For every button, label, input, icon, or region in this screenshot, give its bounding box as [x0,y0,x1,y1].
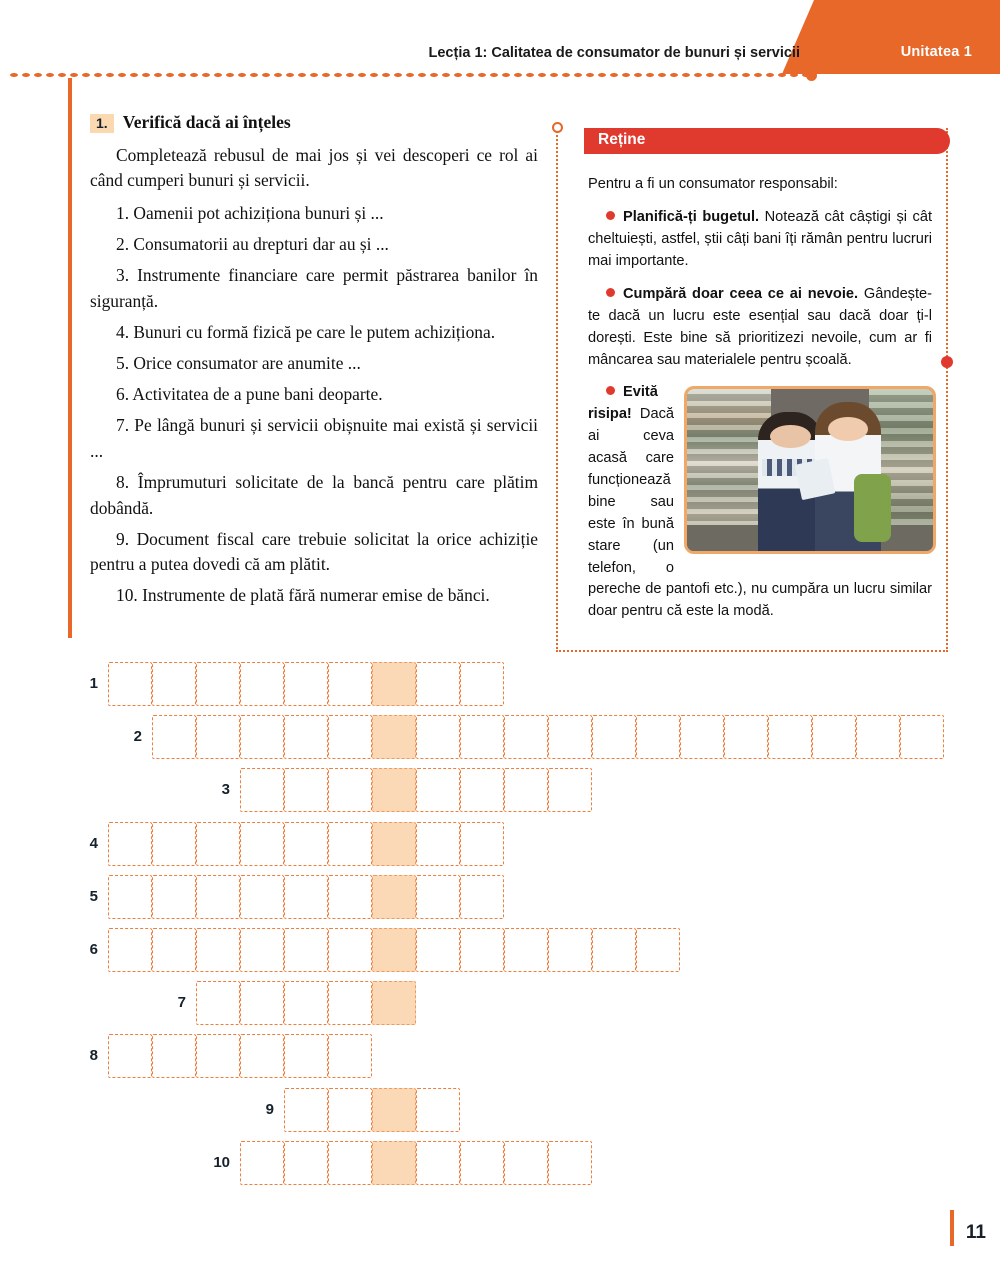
bullet-icon [606,288,615,297]
crossword-cell[interactable] [284,822,328,866]
crossword-cell[interactable] [284,715,328,759]
crossword-cell[interactable] [812,715,856,759]
clue-item: 1. Oamenii pot achiziționa bunuri și ... [116,203,384,224]
crossword-row-number: 6 [89,941,98,958]
crossword-cell[interactable] [636,715,680,759]
crossword-row [0,981,1000,1025]
crossword-cell[interactable] [240,981,284,1025]
crossword-cell[interactable] [504,928,548,972]
crossword-cell[interactable] [680,715,724,759]
crossword-cell[interactable] [240,1034,284,1078]
crossword-row [0,1088,1000,1132]
page-number: 11 [965,1222,986,1243]
crossword-cell[interactable] [240,822,284,866]
retine-callout [556,128,948,652]
unit-corner-banner [782,0,1000,74]
crossword-row-number: 5 [89,887,98,905]
clue-item: 5. Orice consumator are anumite ... [116,353,361,374]
clue-item: 3. Instrumente financiare care permit păstrarea banilor în siguranță. [90,265,538,312]
crossword-row-number: 4 [89,834,98,852]
crossword-cell[interactable] [152,1034,196,1078]
retine-body [588,144,932,623]
clue-item: 4. Bunuri cu formă fizică pe care le putem achiziționa. [116,322,496,343]
crossword-row [0,822,1000,866]
crossword-cell[interactable] [152,715,196,759]
crossword-cell[interactable] [284,981,328,1025]
crossword-row-number: 7 [177,994,186,1012]
crossword-cell-highlighted[interactable] [372,928,416,972]
crossword-cell[interactable] [108,1034,152,1078]
retine-item-bold: Cumpără doar ceea ce ai nevoie. [623,285,859,302]
crossword-cell[interactable] [416,822,460,866]
crossword-cell[interactable] [768,715,812,759]
crossword-cell-highlighted[interactable] [372,1088,416,1132]
crossword-cell[interactable] [416,662,460,706]
crossword-cell[interactable] [108,662,152,706]
task-heading [90,112,538,133]
crossword-cell[interactable] [460,768,504,812]
crossword-cell[interactable] [240,768,284,812]
retine-frame [556,128,948,652]
crossword-cell[interactable] [152,822,196,866]
clue-item: 10. Instrumente de plată fără numerar emise de bănci. [116,585,490,606]
header-dotted-rule [8,72,808,78]
crossword-cell[interactable] [240,1141,284,1185]
crossword-row [0,928,1000,972]
crossword-cell[interactable] [460,715,504,759]
crossword-cell[interactable] [284,1034,328,1078]
crossword-row-number: 3 [221,781,230,799]
crossword-cell[interactable] [284,875,328,919]
crossword-row [0,715,1000,759]
retine-item [588,207,932,273]
retine-item-bold: Planifică-ți bugetul. [623,209,760,226]
crossword-cell[interactable] [900,715,944,759]
crossword-cell[interactable] [328,1141,372,1185]
crossword-grid [0,662,1000,1222]
crossword-cell[interactable] [460,1141,504,1185]
bullet-icon [606,386,615,395]
retine-lead: Pentru a fi un consumator responsabil: [588,176,838,192]
crossword-cell[interactable] [328,768,372,812]
crossword-cell[interactable] [328,715,372,759]
crossword-cell[interactable] [416,1141,460,1185]
clue-item: 2. Consumatorii au drepturi dar au și ... [116,234,389,255]
crossword-row [0,1034,1000,1078]
crossword-cell[interactable] [152,662,196,706]
retine-item-text: Gândește-te dacă un lucru este esențial sau dacă doar ți-l dorești. Este bine să prioritizezi nevoile, cum ar fi mâncarea sau materialele pentru școală. [588,285,933,368]
crossword-cell[interactable] [284,1141,328,1185]
crossword-cell[interactable] [548,715,592,759]
crossword-cell[interactable] [416,928,460,972]
crossword-cell[interactable] [548,768,592,812]
crossword-cell-highlighted[interactable] [372,875,416,919]
crossword-cell[interactable] [460,875,504,919]
header-dot-marker [806,70,817,81]
crossword-cell[interactable] [460,928,504,972]
crossword-cell[interactable] [548,928,592,972]
crossword-cell[interactable] [328,928,372,972]
crossword-row-number: 1 [89,675,98,692]
crossword-cell[interactable] [240,715,284,759]
crossword-cell[interactable] [416,768,460,812]
crossword-row-number: 10 [213,1153,230,1171]
crossword-cell[interactable] [108,928,152,972]
retine-item [588,382,932,623]
crossword-cell[interactable] [240,928,284,972]
crossword-cell[interactable] [416,715,460,759]
crossword-cell[interactable] [724,715,768,759]
crossword-cell[interactable] [196,822,240,866]
crossword-cell[interactable] [328,1088,372,1132]
crossword-cell[interactable] [196,1034,240,1078]
lesson-title: Lecția 1: Calitatea de consumator de bunuri și servicii [428,45,800,61]
crossword-cell[interactable] [284,662,328,706]
retine-item-text: Notează cât câștigi și cât cheltuiești, astfel, știi câți bani îți rămân pentru lucruri mai importante. [588,209,932,269]
crossword-cell[interactable] [328,822,372,866]
crossword-cell[interactable] [504,1141,548,1185]
crossword-cell[interactable] [284,1088,328,1132]
crossword-cell-highlighted[interactable] [372,768,416,812]
crossword-cell[interactable] [196,715,240,759]
crossword-row-number: 9 [265,1100,274,1118]
bullet-icon [606,211,615,220]
crossword-cell[interactable] [460,822,504,866]
task-title: Verifică dacă ai înțeles [122,112,291,132]
crossword-cell-highlighted[interactable] [372,981,416,1025]
crossword-cell[interactable] [416,875,460,919]
retine-title: Reține [598,131,646,148]
retine-item-bold: Evită risipa! [588,384,658,423]
crossword-cell[interactable] [856,715,900,759]
left-accent-bar [68,78,72,638]
crossword-row [0,662,1000,706]
crossword-cell[interactable] [328,1034,372,1078]
footer-accent-bar [950,1210,954,1246]
crossword-cell-highlighted[interactable] [372,662,416,706]
crossword-row-number: 8 [89,1047,98,1065]
crossword-cell[interactable] [152,928,196,972]
task-column [90,112,538,609]
crossword-cell[interactable] [504,715,548,759]
crossword-cell[interactable] [636,928,680,972]
crossword-cell[interactable] [460,662,504,706]
crossword-cell[interactable] [548,1141,592,1185]
crossword-cell[interactable] [328,981,372,1025]
crossword-cell-highlighted[interactable] [372,715,416,759]
retine-item [588,284,932,372]
clue-item: 9. Document fiscal care trebuie solicitat la orice achiziție pentru a putea dovedi că am plătit. [90,528,538,575]
clue-item: 8. Împrumuturi solicitate de la bancă pentru care plătim dobândă. [90,472,538,518]
crossword-cell[interactable] [196,662,240,706]
clue-item: 6. Activitatea de a pune bani deoparte. [116,384,383,405]
two-girls-shopping-photo [684,386,936,554]
retine-item-text: Dacă ai ceva acasă care funcționează bine sau este în bună stare (un telefon, o pereche de pantofi etc.), nu cumpăra un lucru similar doar pentru că este la modă. [588,406,932,620]
clue-item: 7. Pe lângă bunuri și servicii obișnuite mai există și servicii ... [90,415,538,461]
task-number-badge: 1. [90,114,114,133]
crossword-cell[interactable] [284,928,328,972]
crossword-cell[interactable] [108,875,152,919]
crossword-cell-highlighted[interactable] [372,1141,416,1185]
crossword-row [0,875,1000,919]
crossword-row-number: 2 [133,728,142,746]
crossword-cell[interactable] [196,928,240,972]
crossword-cell[interactable] [108,822,152,866]
crossword-cell[interactable] [592,928,636,972]
crossword-row [0,1141,1000,1185]
crossword-cell[interactable] [284,768,328,812]
unit-label: Unitatea 1 [900,44,972,60]
crossword-cell[interactable] [196,875,240,919]
crossword-cell[interactable] [416,1088,460,1132]
crossword-cell[interactable] [328,662,372,706]
crossword-cell[interactable] [504,768,548,812]
crossword-cell[interactable] [240,875,284,919]
crossword-cell[interactable] [152,875,196,919]
crossword-cell[interactable] [592,715,636,759]
retine-side-dot-icon [941,356,953,368]
crossword-row [0,768,1000,812]
crossword-cell-highlighted[interactable] [372,822,416,866]
task-intro: Completează rebusul de mai jos și vei descoperi ce rol ai când cumperi bunuri și servicii. [90,145,538,191]
crossword-cell[interactable] [328,875,372,919]
retine-corner-dot-icon [552,122,563,133]
crossword-cell[interactable] [240,662,284,706]
crossword-cell[interactable] [196,981,240,1025]
